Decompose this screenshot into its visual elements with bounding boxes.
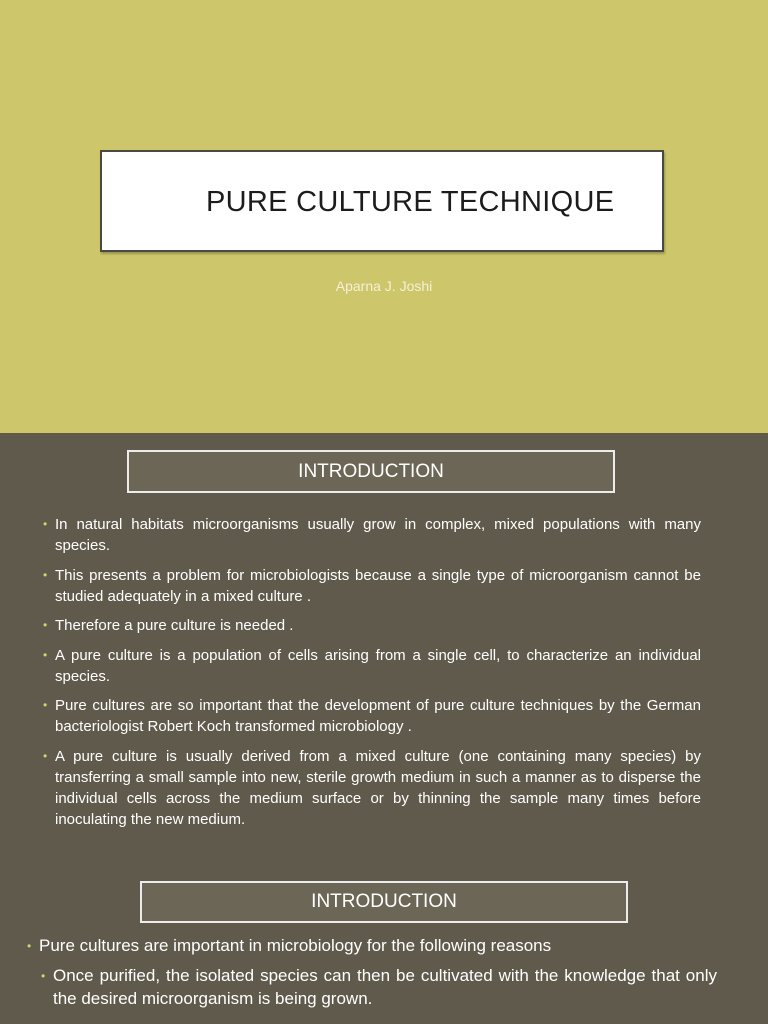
bullet-dot-icon: • bbox=[43, 618, 48, 632]
bullet-dot-icon: • bbox=[41, 969, 46, 983]
slide-introduction-2 bbox=[0, 858, 768, 1024]
bullet-text: Pure cultures are so important that the development of pure culture techniques by the German bacteriologist Robert Koch transformed microbiology . bbox=[55, 697, 701, 735]
bullet-text: A pure culture is usually derived from a mixed culture (one containing many species) by transferring a small sample into new, sterile growth medium in such a manner as to disperse the individual cells across the medium surface or by thinning the sample many times before inoculating the new medium. bbox=[55, 747, 701, 828]
slide-heading: INTRODUCTION bbox=[311, 891, 457, 912]
bullet-dot-icon: • bbox=[43, 517, 48, 531]
bullet-item bbox=[42, 615, 701, 636]
bullet-text: Once purified, the isolated species can then be cultivated with the knowledge that only the desired microorganism is being grown. bbox=[53, 966, 717, 1008]
slide-heading: INTRODUCTION bbox=[298, 461, 444, 482]
slide-title-text: PURE CULTURE TECHNIQUE bbox=[206, 186, 615, 218]
bullet-item bbox=[27, 934, 717, 957]
sub-bullet-item bbox=[27, 964, 717, 1010]
bullet-item bbox=[42, 514, 701, 556]
bullet-item bbox=[42, 565, 701, 607]
bullet-dot-icon: • bbox=[43, 647, 48, 662]
bullet-item bbox=[42, 645, 701, 687]
bullet-dot-icon: • bbox=[27, 939, 32, 953]
slide-introduction-1 bbox=[0, 433, 768, 858]
bullet-text: In natural habitats microorganisms usually grow in complex, mixed populations with many species. bbox=[55, 516, 701, 554]
bullet-item bbox=[42, 746, 701, 830]
bullet-item bbox=[42, 695, 701, 737]
bullet-text: Therefore a pure culture is needed . bbox=[55, 617, 294, 634]
title-box bbox=[100, 150, 664, 252]
bullet-dot-icon: • bbox=[43, 748, 48, 763]
bullet-text: A pure culture is a population of cells arising from a single cell, to characterize an individual species. bbox=[55, 646, 701, 685]
bullet-text: Pure cultures are important in microbiology for the following reasons bbox=[39, 936, 552, 955]
slide-heading-box bbox=[140, 881, 628, 923]
bullet-dot-icon: • bbox=[43, 698, 48, 712]
bullet-dot-icon: • bbox=[43, 567, 48, 582]
author-subtitle: Aparna J. Joshi bbox=[335, 278, 433, 294]
slide-heading-box bbox=[127, 450, 615, 493]
slide-title bbox=[0, 0, 768, 433]
bullet-text: This presents a problem for microbiologists because a single type of microorganism cannot be studied adequately in a mixed culture . bbox=[55, 566, 701, 605]
bullet-list bbox=[42, 514, 701, 838]
bullet-list bbox=[27, 934, 717, 1017]
